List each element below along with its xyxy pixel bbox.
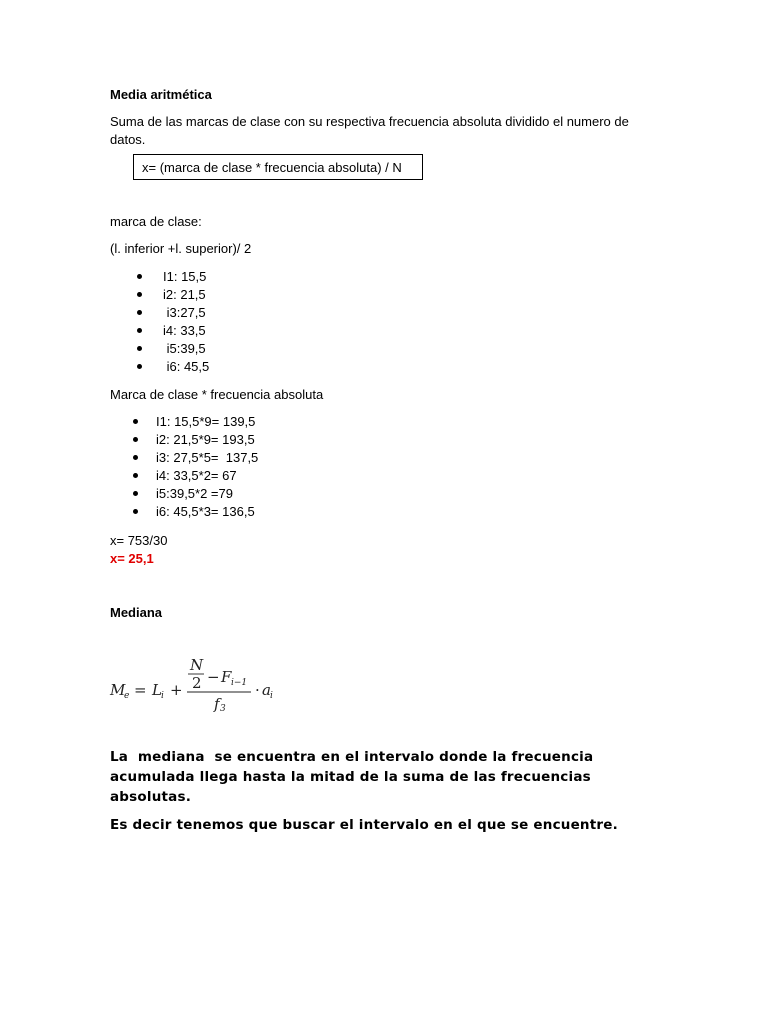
bullet-icon: [137, 274, 142, 279]
bullet-icon: [137, 292, 142, 297]
formula-lhs-sub: e: [124, 691, 130, 701]
formula-plus: +: [170, 681, 183, 699]
mediana-formula: [110, 655, 290, 715]
bullet-icon: [137, 310, 142, 315]
formula-box-text: x= (marca de clase * frecuencia absoluta) / N: [142, 160, 402, 175]
formula-den: f: [214, 695, 220, 713]
mediana-paragraph1-line2: acumulada llega hasta la mitad de la suma de las frecuencias: [110, 769, 591, 785]
media-description-line2: datos.: [110, 132, 146, 147]
bullet-icon: [133, 437, 138, 442]
formula-minus-term: F: [221, 668, 232, 686]
formula-box: [133, 154, 423, 180]
marca-formula: (l. inferior +l. superior)/ 2: [110, 241, 252, 256]
formula-li: L: [152, 681, 162, 699]
formula-equals: =: [134, 681, 147, 699]
mediana-paragraph1-line1: La mediana se encuentra en el intervalo donde la frecuencia: [110, 749, 594, 765]
formula-den-sub: 3: [220, 704, 226, 714]
formula-lhs: M: [110, 681, 126, 699]
bullet-icon: [137, 328, 142, 333]
media-description-line1: Suma de las marcas de clase con su respectiva frecuencia absoluta dividido el numero de: [110, 114, 629, 129]
formula-ai: a: [262, 681, 271, 699]
bullet-icon: [133, 473, 138, 478]
formula-num-top: N: [190, 656, 204, 674]
producto-label: Marca de clase * frecuencia absoluta: [110, 387, 324, 402]
mediana-paragraph1-line3: absolutas.: [110, 789, 192, 805]
bullet-icon: [133, 455, 138, 460]
bullet-icon: [133, 491, 138, 496]
bullet-icon: [137, 364, 142, 369]
formula-minus-sub: i−1: [231, 678, 248, 688]
formula-num-bottom: 2: [192, 674, 202, 692]
formula-graphic: [110, 655, 290, 715]
formula-dot: ·: [255, 681, 260, 699]
mediana-heading: Mediana: [110, 605, 163, 620]
mediana-paragraph2: Es decir tenemos que buscar el intervalo en el que se encuentre.: [110, 817, 618, 833]
bullet-icon: [137, 346, 142, 351]
bullet-icon: [133, 419, 138, 424]
marca-label: marca de clase:: [110, 214, 202, 229]
bullet-icon: [133, 509, 138, 514]
formula-minus: −: [207, 668, 220, 686]
media-heading: Media aritmética: [110, 87, 212, 102]
formula-ai-sub: i: [270, 691, 273, 701]
document-page: Media aritmética Suma de las marcas de clase con su respectiva frecuencia absoluta dividido el numero de datos. x= (marca de clase * frecuencia absoluta) / N marca de clase: (l. inferior +l. superior)/ 2 I1: 15,5 i2: 21,5 i3:27,5 i4: 33,5 i5:39,5 i6: 45,5 Marca de clase * frecuencia absoluta I1: 15,5*9= 139,5 i2: 21,5*9= 193,5 i3: 27,5*5= 137,5 i4: 33,5*2= 67 i5:39,5*2 =79 i6: 45,5*3= 136,5 x= 753/30 x= 25,1 Mediana M e = L i + N 2 − F i−1 f 3 · a i La mediana se encuentra en el intervalo donde la frecuencia acumulada llega hasta la mitad de la suma de las frecuencias absolutas. Es decir tenemos que buscar el intervalo en el que se encuentre.: [110, 87, 629, 833]
formula-li-sub: i: [161, 691, 164, 701]
media-calc: x= 753/30: [110, 533, 168, 548]
media-result: x= 25,1: [110, 551, 154, 566]
